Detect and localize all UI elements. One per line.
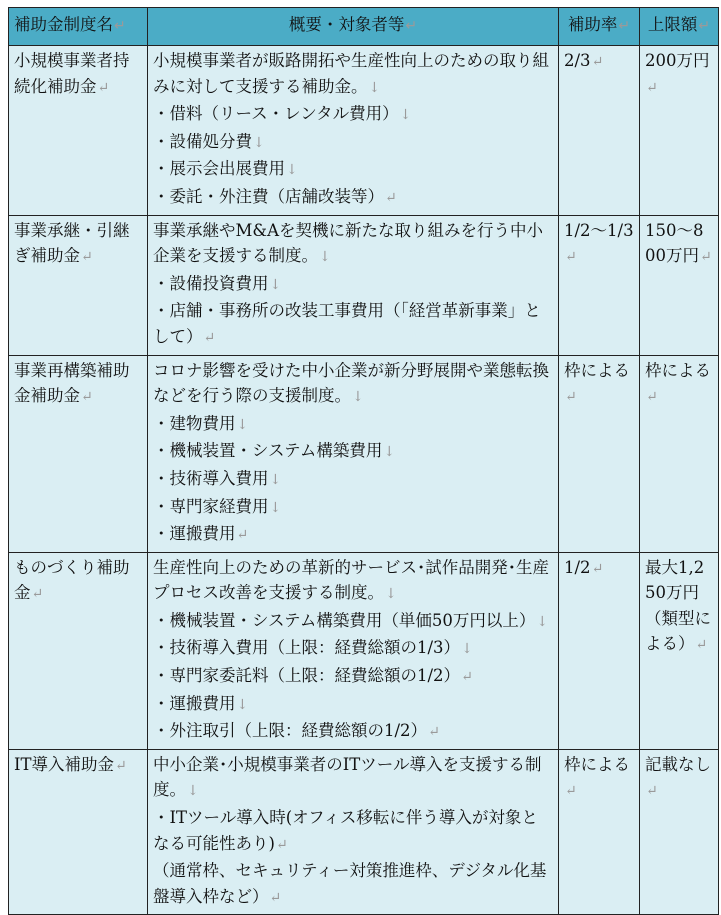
rate-cell: 枠による↵	[559, 355, 640, 552]
table-row	[9, 355, 719, 552]
header-cell-limit: 上限額↵	[640, 8, 719, 46]
overview-line: ・運搬費用↵	[153, 524, 249, 544]
return-mark: ↵	[698, 18, 711, 34]
limit-cell: 枠による↵	[640, 355, 719, 552]
overview-line: 小規模事業者が販路開拓や生産性向上のための取り組みに対して支援する補助金。↓	[153, 51, 549, 96]
overview-line: ・借料（リース・レンタル費用）↓	[153, 104, 412, 124]
overview-line: ・建物費用↓	[153, 413, 249, 433]
overview-line: ・店舗・事務所の改装工事費用（「経営革新事業」として）↵	[153, 301, 541, 346]
overview-line: ・ITツール導入時(オフィス移転に伴う導入が対象となる可能性あり)↵	[153, 808, 538, 853]
subsidy-table	[8, 7, 719, 915]
limit-cell: 最大1,250万円（類型による）↵	[640, 552, 719, 749]
overview-line: 中小企業･小規模事業者のITツール導入を支援する制度。↓	[153, 754, 542, 800]
subsidy-name-cell: ものづくり補助金↵	[9, 552, 148, 749]
rate-cell: 1/2～1/3↵	[559, 215, 640, 355]
overview-line: コロナ影響を受けた中小企業が新分野展開や業態転換などを行う際の支援制度。↓	[153, 360, 549, 406]
overview-line: （通常枠、セキュリティー対策推進枠、デジタル化基盤導入枠など）↵	[153, 861, 547, 906]
header-cell-name: 補助金制度名↵	[9, 8, 148, 46]
overview-line: ・運搬費用↓	[153, 693, 249, 713]
limit-cell: 記載なし↵	[640, 749, 719, 915]
table-row	[9, 215, 719, 355]
overview-line: ・展示会出展費用↓	[153, 159, 298, 179]
overview-line: ・委託・外注費（店舗改装等）↵	[153, 186, 397, 206]
subsidy-name-cell: 小規模事業者持続化補助金↵	[9, 46, 148, 216]
overview-cell	[148, 46, 559, 216]
subsidy-name-cell: IT導入補助金↵	[9, 749, 148, 915]
table-row	[9, 749, 719, 915]
document-page	[8, 7, 718, 915]
overview-line: ・技術導入費用↓	[153, 468, 282, 488]
limit-cell: 200万円↵	[640, 46, 719, 216]
overview-line: ・専門家経費用↓	[153, 496, 282, 516]
overview-cell	[148, 552, 559, 749]
return-mark: ↵	[405, 18, 418, 34]
overview-line: ・設備投資費用↓	[153, 273, 282, 293]
limit-cell: 150～800万円↵	[640, 215, 719, 355]
overview-line: ・技術導入費用（上限：経費総額の1/3）↓	[153, 638, 473, 658]
overview-line: ・外注取引（上限：経費総額の1/2）↵	[153, 721, 440, 741]
return-mark: ↵	[114, 18, 126, 34]
table-row	[9, 46, 719, 216]
overview-line: 事業承継やM&Aを契機に新たな取り組みを行う中小企業を支援する制度。↓	[153, 220, 543, 266]
header-cell-rate: 補助率↵	[559, 8, 640, 46]
subsidy-name-cell: 事業再構築補助金補助金↵	[9, 355, 148, 552]
table-header-row	[9, 8, 719, 46]
table-row	[9, 552, 719, 749]
overview-cell	[148, 749, 559, 915]
overview-cell	[148, 215, 559, 355]
overview-line: ・機械装置・システム構築費用↓	[153, 441, 396, 461]
rate-cell: 2/3↵	[559, 46, 640, 216]
subsidy-name-cell: 事業承継・引継ぎ補助金↵	[9, 215, 148, 355]
rate-cell: 枠による↵	[559, 749, 640, 915]
return-mark: ↵	[618, 18, 631, 34]
rate-cell: 1/2↵	[559, 552, 640, 749]
overview-line: ・設備処分費↓	[153, 131, 265, 151]
overview-line: 生産性向上のための革新的サービス･試作品開発･生産プロセス改善を支援する制度。↓	[153, 557, 549, 603]
overview-line: ・機械装置・システム構築費用（単価50万円以上）↓	[153, 610, 549, 630]
overview-cell	[148, 355, 559, 552]
overview-line: ・専門家委託料（上限：経費総額の1/2）↵	[153, 666, 473, 686]
header-cell-overview: 概要・対象者等↵	[148, 8, 559, 46]
